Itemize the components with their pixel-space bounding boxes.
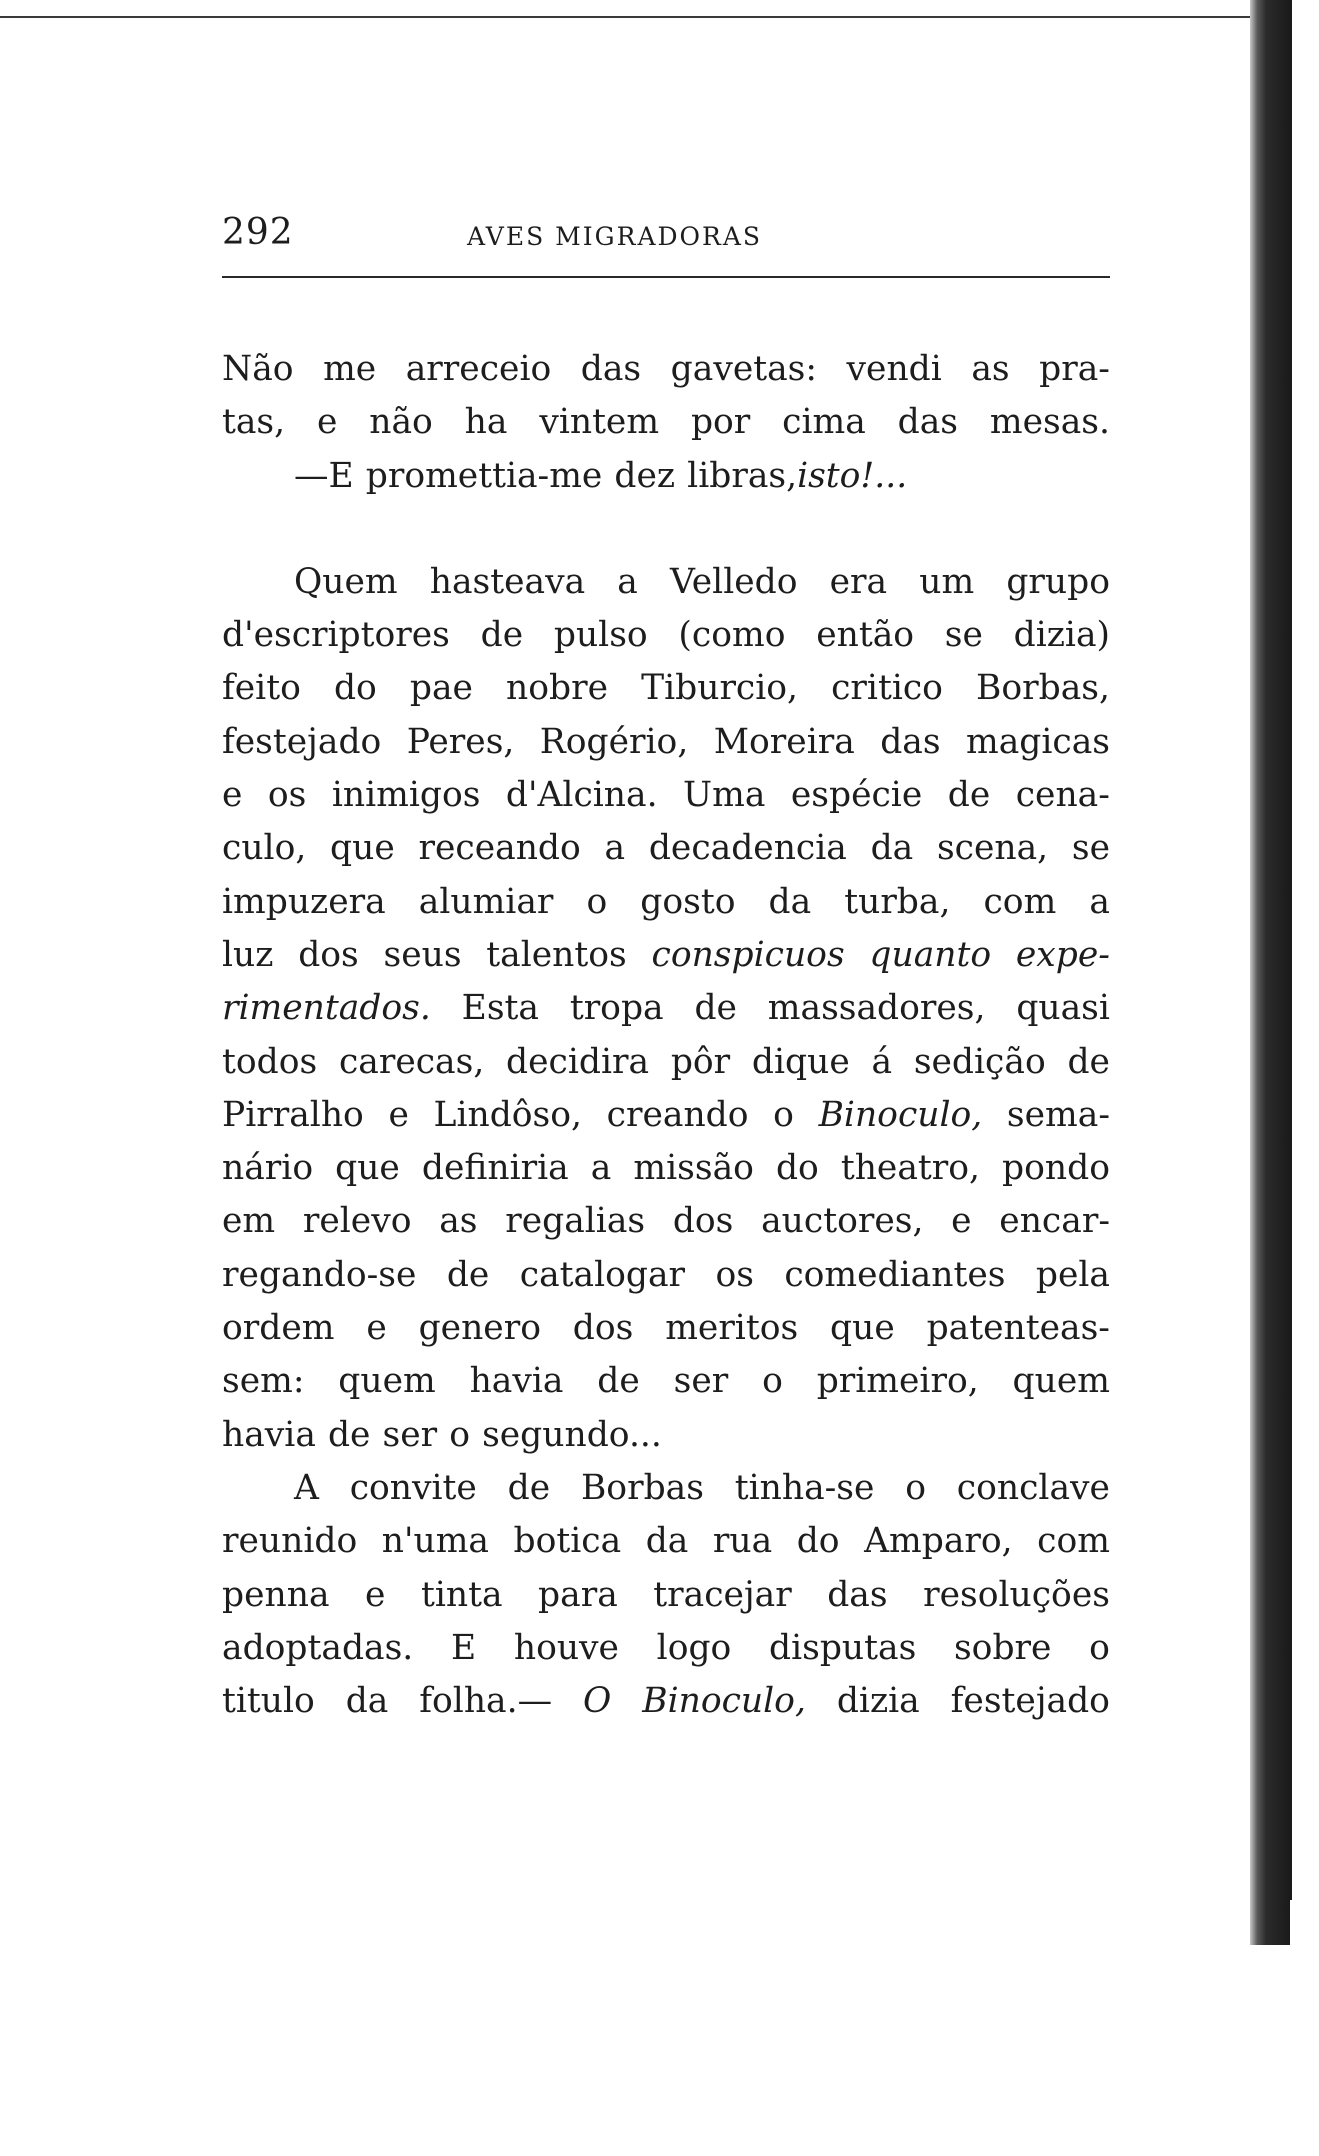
book-spine xyxy=(1250,0,1290,1945)
text-line: penna e tinta para tracejar das resoluções xyxy=(222,1574,1110,1615)
text-line: impuzera alumiar o gosto da turba, com a xyxy=(222,881,1110,922)
text-line: festejado Peres, Rogério, Moreira das magicas xyxy=(222,721,1110,762)
page-number: 292 xyxy=(222,212,294,253)
text-line: d'escriptores de pulso (como então se dizia) xyxy=(222,615,1110,656)
section-break xyxy=(222,503,1110,556)
text-line: feito do pae nobre Tiburcio, critico Borbas, xyxy=(222,668,1110,709)
italic-text: quanto xyxy=(869,934,992,975)
text-line: Pirralho e Lindôso, creando o Binoculo, sema- xyxy=(222,1089,1110,1142)
italic-text: rimentados. xyxy=(222,988,431,1029)
text-line: ordem e genero dos meritos que patenteas- xyxy=(222,1308,1110,1349)
text-line: —E promettia-me dez libras, isto!... xyxy=(222,450,1110,503)
text-line: titulo da folha.— O Binoculo, dizia festejado xyxy=(222,1675,1110,1728)
italic-text: expe- xyxy=(1015,934,1110,975)
text-line: luz dos seus talentos conspicuos quanto expe- xyxy=(222,929,1110,982)
text-line: Quem hasteava a Velledo era um grupo xyxy=(294,561,1110,602)
text-line: A convite de Borbas tinha-se o conclave xyxy=(294,1467,1110,1508)
text-line: culo, que receando a decadencia da scena, se xyxy=(222,828,1110,869)
text-line: e os inimigos d'Alcina. Uma espécie de cena- xyxy=(222,775,1110,816)
text-line: todos carecas, decidira pôr dique á sedição de xyxy=(222,1041,1110,1082)
text-line: regando-se de catalogar os comediantes pela xyxy=(222,1254,1110,1295)
text-line: Não me arreceio das gavetas: vendi as pra- xyxy=(222,349,1110,389)
text-line: havia de ser o segundo... xyxy=(222,1414,662,1455)
body-text xyxy=(222,343,1110,1728)
text-line: reunido n'uma botica da rua do Amparo, com xyxy=(222,1521,1110,1562)
text-line: adoptadas. E houve logo disputas sobre o xyxy=(222,1627,1110,1668)
italic-text: Binoculo, xyxy=(818,1094,983,1135)
italic-text: Binoculo, xyxy=(642,1681,806,1722)
header-rule xyxy=(222,276,1110,278)
running-title: AVES MIGRADORAS xyxy=(467,222,763,251)
running-head xyxy=(222,212,1110,272)
italic-text: conspicuos xyxy=(651,934,845,975)
text-line: rimentados. Esta tropa de massadores, quasi xyxy=(222,982,1110,1035)
page-top-edge xyxy=(0,16,1250,18)
text-line: nário que definiria a missão do theatro, pondo xyxy=(222,1148,1110,1189)
italic-text: O xyxy=(583,1681,612,1722)
italic-text: isto!... xyxy=(797,455,908,496)
text-line: sem: quem havia de ser o primeiro, quem xyxy=(222,1361,1110,1402)
text-line: tas, e não ha vintem por cima das mesas. xyxy=(222,402,1110,443)
text-line: em relevo as regalias dos auctores, e encar- xyxy=(222,1201,1110,1242)
